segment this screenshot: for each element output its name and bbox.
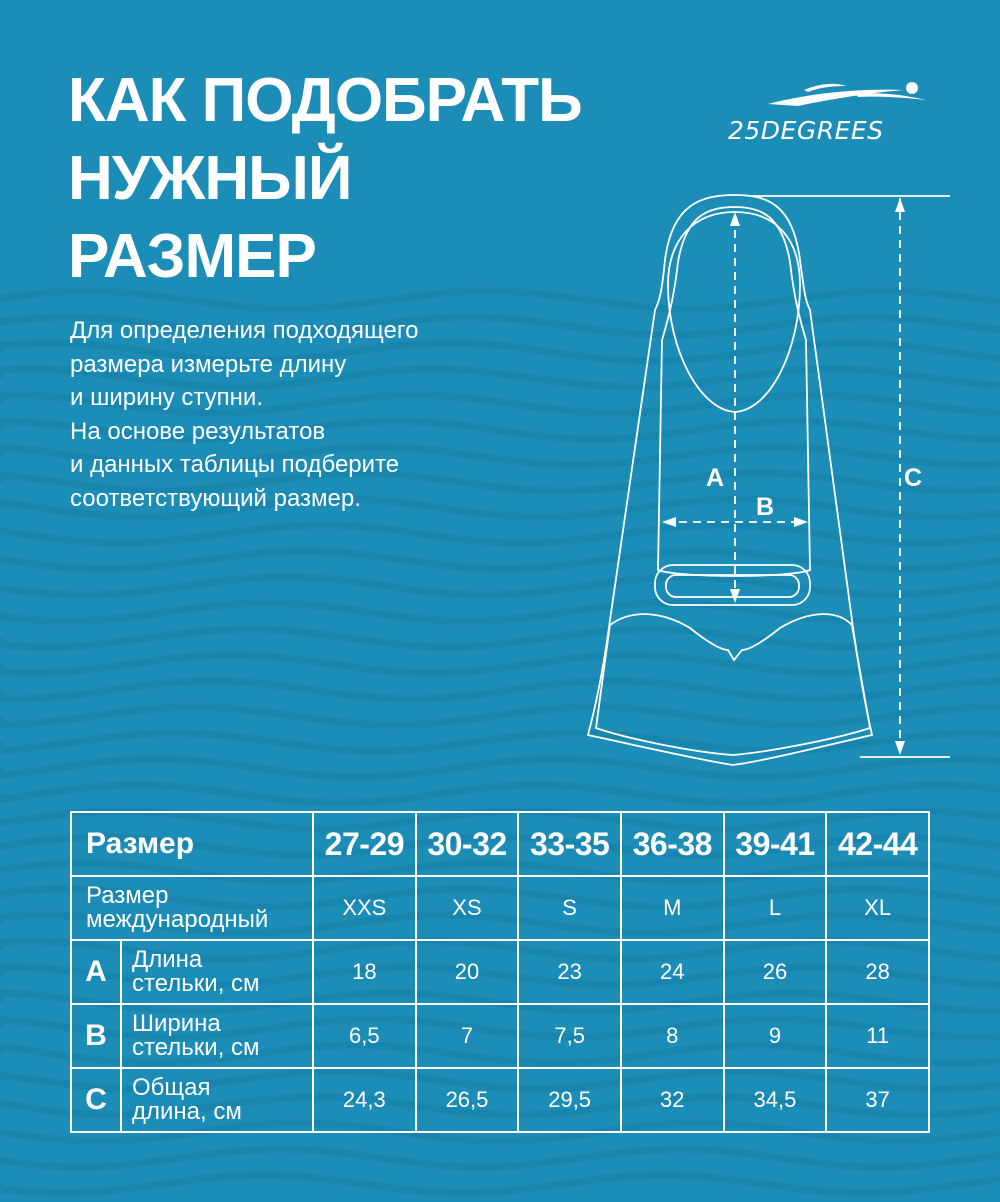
table-cell: 18: [313, 940, 416, 1004]
table-cell: M: [621, 876, 724, 940]
dimension-label-c: C: [904, 464, 923, 492]
size-range-cell: 36-38: [621, 812, 724, 876]
size-range-cell: 39-41: [724, 812, 827, 876]
table-row: [71, 940, 929, 1004]
row-label-line: Ширина: [132, 1010, 221, 1037]
page-title: [68, 62, 628, 296]
table-row: [71, 1004, 929, 1068]
description-line: и данных таблицы подберите: [70, 451, 400, 478]
table-cell: 11: [826, 1004, 929, 1068]
row-label-line: Общая: [132, 1074, 211, 1101]
table-cell: 24: [621, 940, 724, 1004]
table-cell: 8: [621, 1004, 724, 1068]
table-row: [71, 1068, 929, 1132]
foot-pocket: [668, 212, 800, 412]
row-label: [71, 876, 313, 940]
dimension-label-b: B: [756, 493, 775, 521]
size-table: [70, 811, 930, 1133]
row-label-line: международный: [86, 906, 269, 933]
row-label: [121, 940, 313, 1004]
table-cell: XS: [416, 876, 519, 940]
table-cell: S: [518, 876, 621, 940]
row-label-line: длина, см: [132, 1098, 242, 1125]
description-line: и ширину ступни.: [70, 384, 263, 411]
row-label-line: Размер: [86, 882, 169, 909]
brand-name: 25DEGREES: [728, 116, 884, 145]
description-line: размера измерьте длину: [70, 350, 347, 378]
row-letter: A: [71, 940, 121, 1004]
table-cell: 28: [826, 940, 929, 1004]
table-cell: 26: [724, 940, 827, 1004]
fin-blade: [596, 614, 870, 755]
description-line: Для определения подходящего: [70, 317, 419, 344]
table-cell: XL: [826, 876, 929, 940]
row-label-line: стельки, см: [132, 1034, 260, 1061]
table-header-label: Размер: [71, 812, 313, 876]
row-letter: C: [71, 1068, 121, 1132]
title-line: НУЖНЫЙ: [68, 144, 352, 213]
size-range-cell: 33-35: [518, 812, 621, 876]
table-cell: L: [724, 876, 827, 940]
background-wave-line: [0, 1175, 1000, 1193]
background-wave-line: [0, 785, 1000, 803]
table-row: [71, 876, 929, 940]
size-range-cell: 27-29: [313, 812, 416, 876]
table-cell: 26,5: [416, 1068, 519, 1132]
row-letter: B: [71, 1004, 121, 1068]
table-cell: 29,5: [518, 1068, 621, 1132]
table-cell: 7: [416, 1004, 519, 1068]
dimension-label-a: A: [706, 464, 725, 492]
table-cell: 20: [416, 940, 519, 1004]
row-label: [121, 1068, 313, 1132]
size-range-cell: 30-32: [416, 812, 519, 876]
table-cell: 37: [826, 1068, 929, 1132]
title-line: РАЗМЕР: [68, 222, 316, 291]
description-line: На основе результатов: [70, 417, 326, 445]
table-cell: 34,5: [724, 1068, 827, 1132]
row-label: [121, 1004, 313, 1068]
fin-diagram: [570, 180, 950, 780]
table-cell: 6,5: [313, 1004, 416, 1068]
row-label-line: стельки, см: [132, 970, 260, 997]
row-label-line: Длина: [132, 946, 203, 973]
description: [70, 314, 490, 515]
title-line: КАК ПОДОБРАТЬ: [68, 66, 582, 135]
table-cell: 7,5: [518, 1004, 621, 1068]
table-header-row: [71, 812, 929, 876]
fin-inner-outline: [658, 207, 810, 576]
size-range-cell: 42-44: [826, 812, 929, 876]
table-cell: 23: [518, 940, 621, 1004]
table-cell: 9: [724, 1004, 827, 1068]
background-wave-line: [0, 1149, 1000, 1167]
table-cell: 32: [621, 1068, 724, 1132]
description-line: соответствующий размер.: [70, 484, 361, 512]
heel-slot: [655, 565, 810, 605]
table-cell: 24,3: [313, 1068, 416, 1132]
fin-outline: [588, 195, 872, 765]
table-cell: XXS: [313, 876, 416, 940]
